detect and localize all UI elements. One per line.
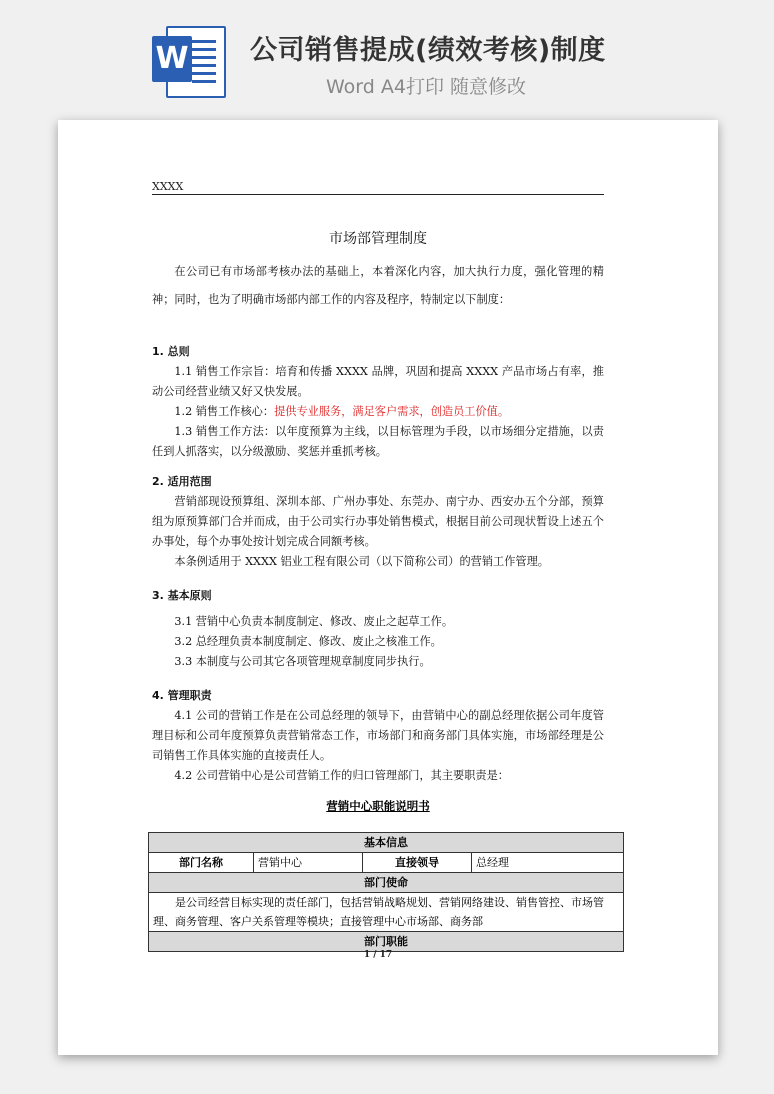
core-paragraph [152,402,604,422]
section-general [152,342,604,462]
basic-info-header: 基本信息 [149,833,624,853]
intro-block [152,258,604,314]
table-row [149,893,624,932]
banner [0,0,774,110]
section-scope [152,472,604,572]
table-title-text: 营销中心职能说明书 [326,799,430,813]
section-heading: 1. 总则 [152,345,190,358]
paragraph: 4.1 公司的营销工作是在公司总经理的领导下，由营销中心的副总经理依据公司年度管理目标和公司年度预算负责营销常态工作，市场部门和商务部门具体实施，市场部经理是公司销售工作具体实施的直接责任人。 [152,709,604,762]
paragraph: 本条例适用于 XXXX 铝业工程有限公司（以下简称公司）的营销工作管理。 [174,555,549,568]
dept-name-value: 营销中心 [254,853,363,873]
table-row [149,833,624,853]
mission-header: 部门使命 [149,873,624,893]
leader-value: 总经理 [472,853,624,873]
paragraph: 1.1 销售工作宗旨：培育和传播 XXXX 品牌，巩固和提高 XXXX 产品市场占有率，推动公司经营业绩又好又快发展。 [152,365,604,398]
leader-label: 直接领导 [363,853,472,873]
page-number: 1 / 17 [363,950,393,960]
banner-title: 公司销售提成(绩效考核)制度 [250,35,606,66]
section-principles [152,586,604,672]
banner-subtitle: Word A4打印 随意修改 [326,76,527,98]
table-title [152,798,604,814]
section-heading: 3. 基本原则 [152,589,212,602]
paragraph: 3.1 营销中心负责本制度制定、修改、废止之起草工作。 [174,615,454,628]
section-heading: 4. 管理职责 [152,689,212,702]
table-row [149,932,624,952]
header-divider [152,194,604,195]
mission-text: 是公司经营目标实现的责任部门，包括营销战略规划、营销网络建设、销售管控、市场管理、商务管理、客户关系管理等模块；直接管理中心市场部、商务部 [149,893,624,932]
dept-name-label: 部门名称 [149,853,254,873]
paragraph: 1.3 销售工作方法：以年度预算为主线，以目标管理为手段，以市场细分定措施，以责任到人抓落实，以分级激励、奖惩并重抓考核。 [152,425,604,458]
core-highlight: 提供专业服务，满足客户需求，创造员工价值。 [274,405,510,418]
table-row [149,873,624,893]
core-prefix: 1.2 销售工作核心： [174,405,275,418]
paragraph: 营销部现设预算组、深圳本部、广州办事处、东莞办、南宁办、西安办五个分部，预算组为原预算部门合并而成，由于公司实行办事处销售模式，根据目前公司现状暂设上述五个办事处，每个办事处按计划完成合同额考核。 [152,495,604,548]
section-heading: 2. 适用范围 [152,475,212,488]
function-table [148,832,624,952]
paragraph: 3.2 总经理负责本制度制定、修改、废止之核准工作。 [174,635,442,648]
document-page [58,120,718,1055]
paragraph: 4.2 公司营销中心是公司营销工作的归口管理部门，其主要职责是： [174,769,509,782]
word-icon [152,22,224,98]
word-letter-badge: W [152,36,192,82]
intro-paragraph: 在公司已有市场部考核办法的基础上，本着深化内容，加大执行力度，强化管理的精神；同时，也为了明确市场部内部工作的内容及程序，特制定以下制度： [152,265,604,306]
section-duties [152,686,604,786]
text-lines-icon [192,40,216,88]
paragraph: 3.3 本制度与公司其它各项管理规章制度同步执行。 [174,655,431,668]
page-header-text: XXXX [152,180,184,193]
function-header: 部门职能 [149,932,624,952]
table-row [149,853,624,873]
document-title: 市场部管理制度 [329,231,427,247]
